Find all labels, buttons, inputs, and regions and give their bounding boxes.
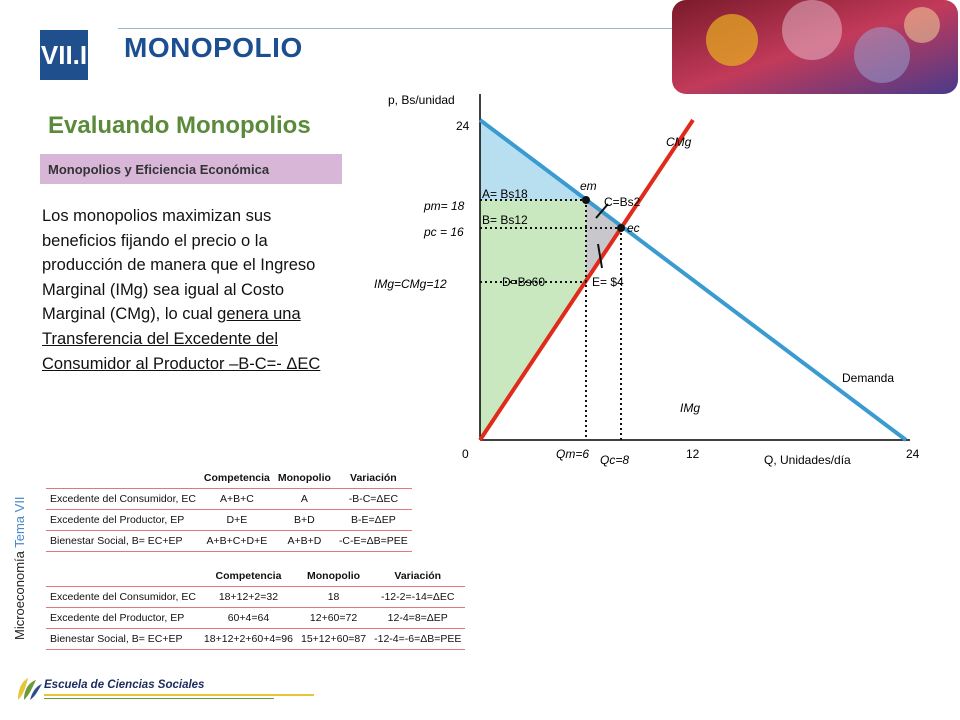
side-course-label — [12, 496, 27, 640]
y-axis-label: p, Bs/unidad — [388, 93, 455, 107]
table-header-row — [46, 566, 465, 587]
x-tick-12: 12 — [686, 447, 700, 461]
table-header-cell — [46, 468, 200, 489]
x-tick-24: 24 — [906, 447, 920, 461]
em-point — [582, 196, 590, 204]
table-cell: -12-2=-14=ΔEC — [380, 591, 455, 603]
table-cell: 12-4=8=ΔEP — [387, 612, 448, 624]
table-cell: D+E — [226, 514, 248, 526]
table-cell: 18+12+2+60+4=96 — [203, 633, 293, 645]
cmg-label: CMg — [666, 135, 692, 149]
qm-label: Qm=6 — [556, 447, 590, 461]
table-cell: 18 — [327, 591, 340, 603]
em-label: em — [580, 179, 597, 193]
area-d-label: D=Bs60 — [502, 275, 546, 289]
table-cell: A+B+C — [219, 493, 254, 505]
table-cell: B+D — [294, 514, 315, 526]
header-rule — [118, 28, 678, 29]
table-cell: B-E=ΔEP — [351, 514, 396, 526]
origin-label: 0 — [462, 447, 469, 461]
table-row — [46, 629, 465, 650]
paragraph-underlined-text: genera una Transferencia del Excedente del Consumidor al Productor –B-C=- ΔEC — [42, 305, 321, 373]
table-header-cell: Monopolio — [277, 472, 331, 484]
table-row — [46, 489, 412, 510]
table-cell: Excedente del Productor, EP — [50, 514, 185, 526]
table-header-cell: Monopolio — [307, 570, 361, 582]
table-header-cell: Competencia — [215, 570, 282, 582]
table-header-cell: Variación — [350, 472, 397, 484]
area-d-region — [480, 228, 586, 440]
side-label-accent: Tema VII — [12, 496, 27, 548]
img-label: IMg — [680, 401, 701, 415]
pc-label: pc = 16 — [424, 225, 464, 239]
page-title: MONOPOLIO — [124, 32, 303, 63]
table-cell: -B-C=ΔEC — [348, 493, 399, 505]
table-cell: 15+12+60=87 — [300, 633, 367, 645]
table-cell: -12-4=-6=ΔB=PEE — [374, 633, 462, 645]
explanation-paragraph — [42, 204, 332, 376]
section-heading: Evaluando Monopolios — [48, 112, 311, 139]
demand-label: Demanda — [842, 371, 895, 385]
table-header-row — [46, 468, 412, 489]
table-cell: Excedente del Productor, EP — [50, 612, 185, 624]
y-tick-24: 24 — [456, 119, 470, 133]
side-label-main: Microeconomía — [12, 547, 27, 640]
area-e-label: E= $4 — [592, 275, 624, 289]
paragraph-text: Los monopolios maximizan sus beneficios fijando el precio o la producción de manera que el Ingreso Marginal (IMg) sea igual al Costo Marginal (CMg), lo cual — [42, 207, 316, 324]
table-cell: 18+12+2=32 — [218, 591, 279, 603]
monopoly-chart — [340, 86, 940, 476]
decorative-banner-image — [672, 0, 960, 96]
chapter-badge: VII.I — [40, 30, 88, 80]
area-c-label: C=Bs2 — [604, 195, 641, 209]
qc-label: Qc=8 — [600, 453, 630, 467]
area-b-label: B= Bs12 — [482, 213, 528, 227]
ec-point — [617, 224, 625, 232]
table-row — [46, 531, 412, 552]
table-cell: Excedente del Consumidor, EC — [50, 493, 196, 505]
table-header-cell — [46, 566, 200, 587]
table-cell: A+B+D — [287, 535, 322, 547]
table-header-cell: Competencia — [203, 472, 270, 484]
school-logo-icon — [14, 674, 44, 704]
table-row — [46, 510, 412, 531]
section-label-box: Monopolios y Eficiencia Económica — [40, 154, 342, 184]
table-row — [46, 608, 465, 629]
table-header-cell: Variación — [394, 570, 442, 582]
footer-rule-green — [44, 698, 274, 699]
table-cell: 60+4=64 — [227, 612, 270, 624]
table-cell: Bienestar Social, B= EC+EP — [50, 633, 183, 645]
table-row — [46, 587, 465, 608]
area-a-label: A= Bs18 — [482, 187, 528, 201]
table-cell: A — [300, 493, 308, 505]
table-cell: Bienestar Social, B= EC+EP — [50, 535, 183, 547]
footer-school-name: Escuela de Ciencias Sociales — [44, 679, 205, 691]
pm-label: pm= 18 — [424, 199, 465, 213]
table-cell: 12+60=72 — [309, 612, 358, 624]
x-axis-label: Q, Unidades/día — [764, 453, 851, 467]
table-cell: Excedente del Consumidor, EC — [50, 591, 196, 603]
table-cell: A+B+C+D+E — [206, 535, 268, 547]
symbolic-surplus-table — [46, 468, 412, 552]
footer-rule-yellow — [44, 694, 314, 696]
img-cmg-label: IMg=CMg=12 — [374, 277, 447, 291]
table-cell: -C-E=ΔB=PEE — [338, 535, 408, 547]
numeric-surplus-table — [46, 566, 465, 650]
ec-label: ec — [627, 221, 640, 235]
